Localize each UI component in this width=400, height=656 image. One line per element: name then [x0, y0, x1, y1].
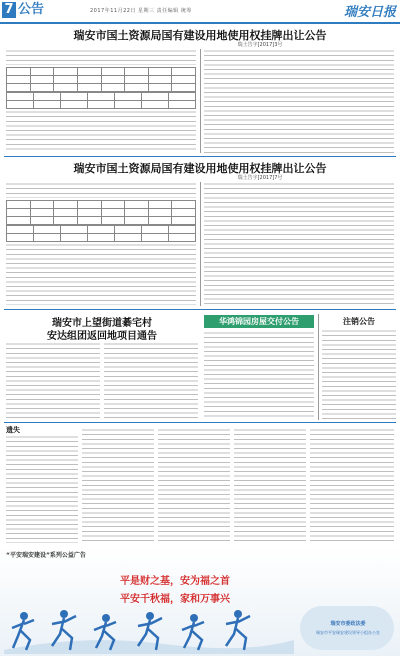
- notice3-title-line2: 安达组团返回地项目通告: [47, 331, 157, 342]
- notice5-body: [322, 329, 396, 419]
- lost-notices-col1: [6, 435, 78, 543]
- notice2-title: 瑞安市国土资源局国有建设用地使用权挂牌出让公告: [73, 162, 327, 175]
- notice4-title: 华鸿锦园房屋交付公告: [204, 315, 314, 328]
- notice3-body-col1: [6, 342, 100, 420]
- lost-notices-col4: [234, 428, 306, 543]
- lost-notices-col5: [310, 428, 394, 543]
- notice6-title: 遗失: [6, 425, 20, 434]
- column-divider: [318, 314, 319, 420]
- notice1-body-left: [6, 110, 196, 152]
- banner-caption: “平安瑞安建设”系列公益广告: [6, 552, 86, 559]
- newspaper-logo: 瑞安日报: [343, 5, 396, 20]
- sponsor-line1: 瑞安市委政法委: [330, 621, 366, 627]
- column-divider: [200, 182, 201, 306]
- section-title: 公告: [18, 2, 45, 17]
- notice4-body: [204, 331, 314, 419]
- page-number: 7: [2, 2, 16, 18]
- issue-meta: 2017年11月22日 星期三 责任编辑 统筹: [90, 8, 192, 14]
- column-divider: [200, 49, 201, 153]
- notice1-table-a: [6, 67, 196, 92]
- lost-notices-col2: [82, 428, 154, 543]
- lost-notices-col3: [158, 428, 230, 543]
- divider: [4, 309, 396, 310]
- notice2-intro: [6, 182, 196, 198]
- notice2-subtitle: 瑞土告字[2017]7号: [237, 175, 283, 181]
- slogan-line2: 平安千秋福，家和万事兴: [120, 594, 230, 605]
- notice5-title: 注销公告: [343, 316, 375, 326]
- running-figures-illustration: [4, 600, 294, 654]
- divider: [4, 156, 396, 157]
- notice2-table-a: [6, 200, 196, 225]
- divider: [4, 422, 396, 423]
- notice2-body-right: [204, 182, 394, 306]
- notice1-body-right: [204, 49, 394, 153]
- page-header: [0, 0, 400, 24]
- notice2-table-b: [6, 225, 196, 242]
- sponsor-badge: [300, 606, 394, 650]
- notice3-title-line1: 瑞安市上望街道綦宅村: [52, 318, 152, 329]
- notice2-body-left: [6, 243, 196, 305]
- notice3-body-col2: [104, 342, 198, 420]
- notice1-title: 瑞安市国土资源局国有建设用地使用权挂牌出让公告: [73, 29, 327, 42]
- notice1-table-b: [6, 92, 196, 109]
- notice1-subtitle: 瑞土告字[2017]3号: [237, 42, 283, 48]
- sponsor-line2: 瑞安市平安瑞安建设领导小组办公室: [316, 630, 380, 635]
- slogan-line1: 平是财之基，安为福之首: [120, 576, 230, 587]
- notice1-intro: [6, 49, 196, 65]
